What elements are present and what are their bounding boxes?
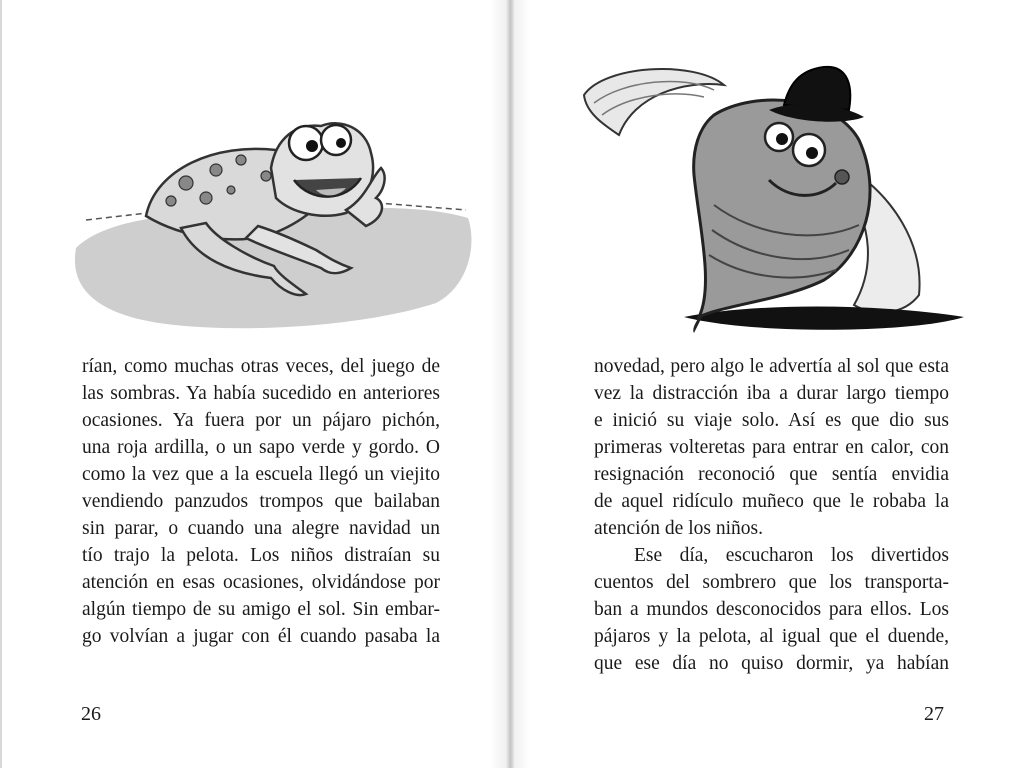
text-line: algún tiempo de su amigo el sol. Sin embar- [82,599,440,620]
text-line: go volvían a jugar con él cuando pasaba la [82,626,440,647]
paragraph [82,353,440,650]
text-line: vendiendo panzudos trompos que bailaban [82,491,440,512]
text-line: novedad, pero algo le advertía al sol que esta [594,356,949,377]
right-page [514,0,1024,768]
text-line: e inició su viaje solo. Así es que dio sus [594,410,949,431]
page-number: 27 [924,703,944,725]
text-line: como la vez que a la escuela llegó un viejito [82,464,440,485]
body-text [594,353,949,677]
left-page [0,0,510,768]
text-line: ocasiones. Ya fuera por un pájaro pichón, [82,410,440,431]
text-line: resignación reconoció que sentía envidia [594,464,949,485]
text-line: ban a mundos desconocidos para ellos. Los [594,599,949,620]
text-line: cuentos del sombrero que los transporta- [594,572,949,593]
frog-illustration [66,98,476,338]
text-line: de aquel ridículo muñeco que le robaba la [594,491,949,512]
text-line: las sombras. Ya había sucedido en anteriores [82,383,440,404]
text-line: que ese día no quiso dormir, ya habían [594,653,949,674]
text-line: atención en esas ocasiones, olvidándose por [82,572,440,593]
text-line: Ese día, escucharon los divertidos [634,545,949,566]
text-line: una roja ardilla, o un sapo verde y gordo. O [82,437,440,458]
text-line: tío trajo la pelota. Los niños distraían su [82,545,440,566]
paragraph [594,542,949,677]
paragraph [594,353,949,542]
body-text [82,353,440,650]
text-line: atención de los niños. [594,518,763,539]
text-line: pájaros y la pelota, al igual que el duende, [594,626,949,647]
text-line: vez la distracción iba a durar largo tiempo [594,383,949,404]
text-line: sin parar, o cuando una alegre navidad un [82,518,440,539]
text-line: primeras volteretas para entrar en calor, con [594,437,949,458]
spinning-top-illustration [574,55,974,345]
page-number: 26 [81,703,101,725]
text-line: rían, como muchas otras veces, del juego de [82,356,440,377]
